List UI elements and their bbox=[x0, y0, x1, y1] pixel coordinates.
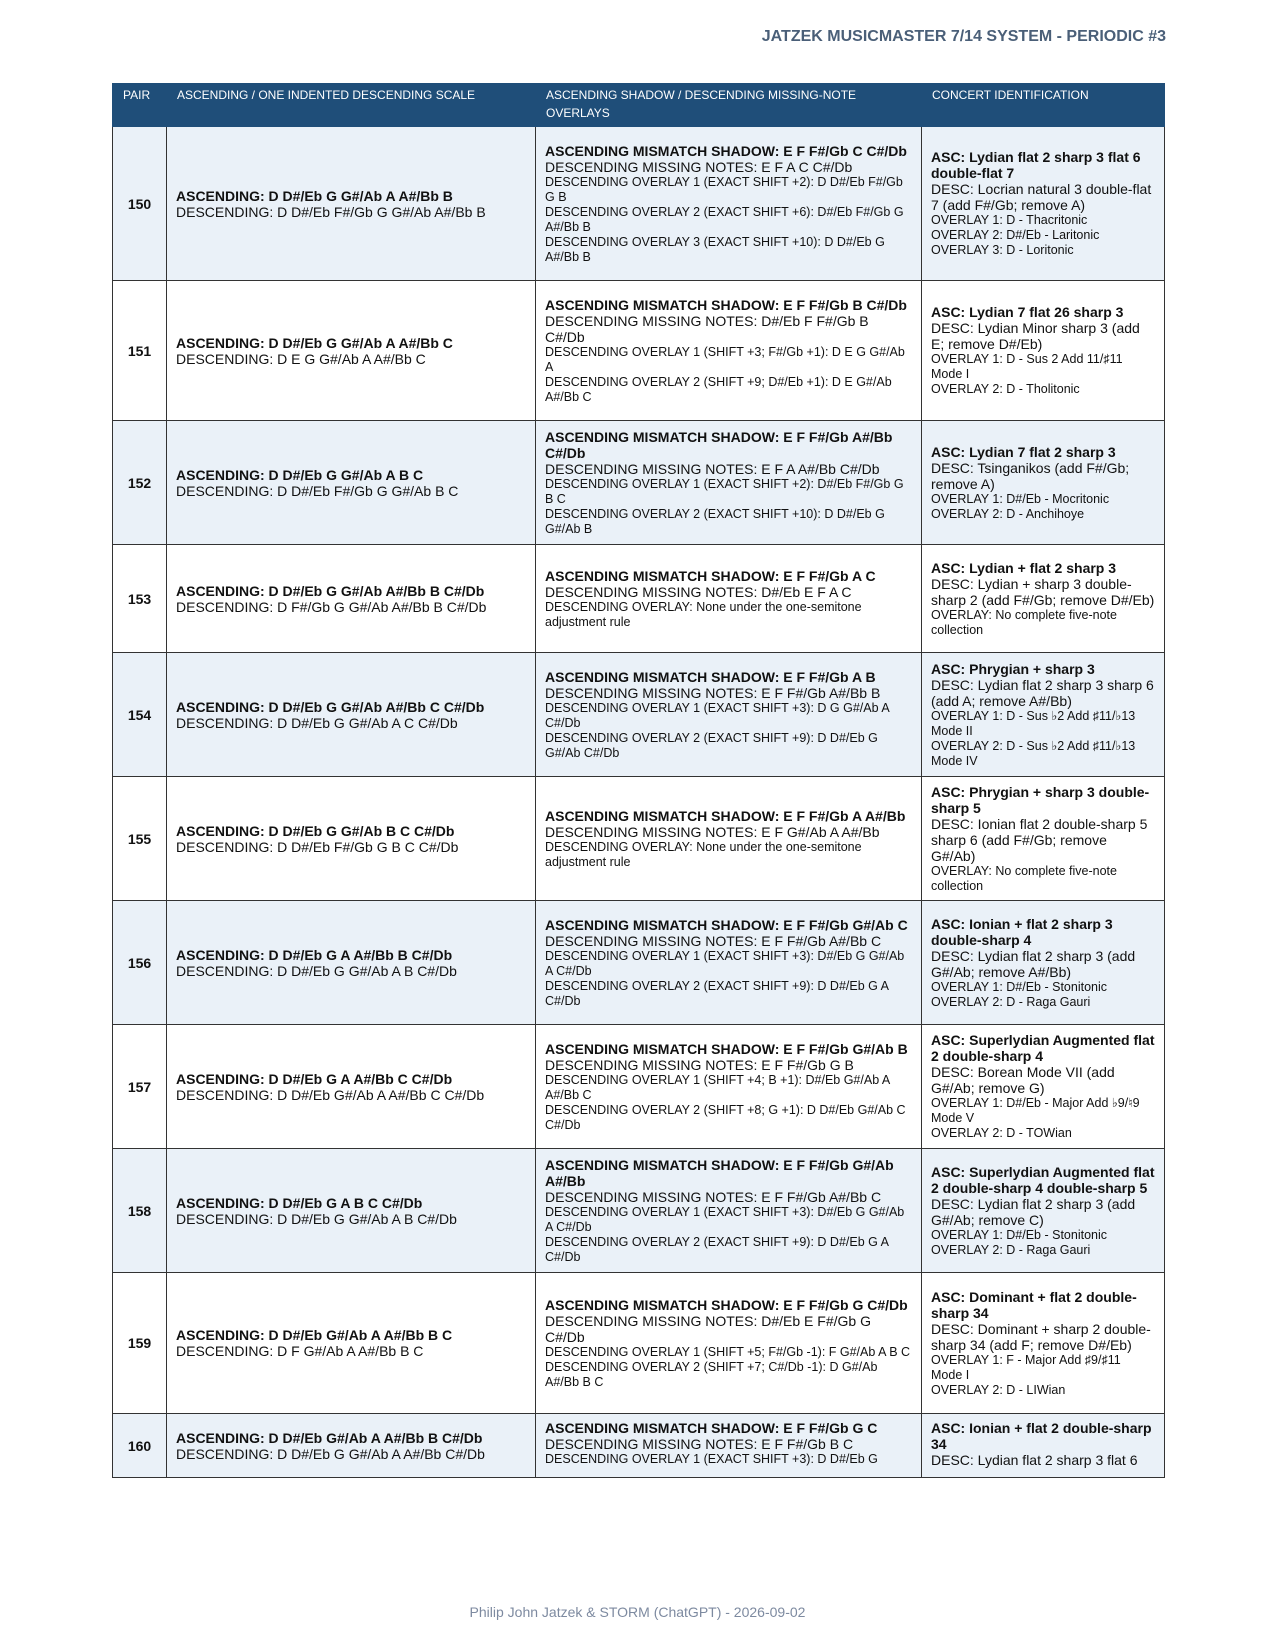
descending-overlay: DESCENDING OVERLAY 1 (EXACT SHIFT +3): D D#/Eb G bbox=[545, 1452, 878, 1466]
descending-scale: DESCENDING: D D#/Eb F#/Gb G G#/Ab B C bbox=[176, 482, 459, 499]
descending-overlay: DESCENDING OVERLAY 2 (EXACT SHIFT +10): D D#/Eb G G#/Ab B bbox=[545, 506, 885, 536]
descending-scale: DESCENDING: D F G#/Ab A A#/Bb B C bbox=[176, 1343, 424, 1359]
overlay-identification: OVERLAY 1: D - Thacritonic bbox=[931, 213, 1088, 227]
descending-scale: DESCENDING: D D#/Eb G G#/Ab A C C#/Db bbox=[176, 714, 458, 731]
descending-overlay: DESCENDING OVERLAY 1 (EXACT SHIFT +3): D#/Eb G G#/Ab A C#/Db bbox=[545, 948, 905, 978]
overlay-identification: OVERLAY 2: D#/Eb - Laritonic bbox=[931, 228, 1100, 242]
shadow-cell bbox=[536, 901, 922, 1025]
descending-overlay: DESCENDING OVERLAY 2 (EXACT SHIFT +9): D D#/Eb G G#/Ab C#/Db bbox=[545, 730, 878, 760]
ascending-identification: ASC: Ionian + flat 2 sharp 3 double-sharp 4 bbox=[931, 915, 1113, 948]
missing-notes: DESCENDING MISSING NOTES: D#/Eb F F#/Gb B C#/Db bbox=[545, 312, 869, 345]
scale-cell bbox=[167, 1025, 536, 1149]
descending-identification: DESC: Locrian natural 3 double-flat 7 (add F#/Gb; remove A) bbox=[931, 181, 1152, 213]
overlay-identification: OVERLAY 1: F - Major Add ♯9/♯11 Mode I bbox=[931, 1352, 1121, 1382]
pair-number: 158 bbox=[113, 1149, 167, 1273]
shadow-cell bbox=[536, 281, 922, 421]
descending-overlay: DESCENDING OVERLAY 1 (SHIFT +3; F#/Gb +1): D E G G#/Ab A bbox=[545, 344, 905, 374]
descending-scale: DESCENDING: D D#/Eb F#/Gb G B C C#/Db bbox=[176, 838, 459, 855]
table-row bbox=[113, 421, 1165, 545]
scale-cell bbox=[167, 901, 536, 1025]
table-row bbox=[113, 1273, 1165, 1414]
overlay-identification: OVERLAY 1: D#/Eb - Major Add ♭9/♮9 Mode V bbox=[931, 1096, 1140, 1125]
shadow-cell bbox=[536, 545, 922, 653]
shadow-cell bbox=[536, 1025, 922, 1149]
scale-cell bbox=[167, 281, 536, 421]
header-shadow: ASCENDING SHADOW / DESCENDING MISSING-NOTE OVERLAYS bbox=[536, 84, 922, 127]
scale-cell bbox=[167, 653, 536, 777]
table-row bbox=[113, 1149, 1165, 1273]
concert-cell bbox=[922, 1149, 1165, 1273]
concert-cell bbox=[922, 1414, 1165, 1478]
ascending-identification: ASC: Phrygian + sharp 3 bbox=[931, 660, 1095, 677]
descending-overlay: DESCENDING OVERLAY 1 (SHIFT +5; F#/Gb -1): F G#/Ab A B C bbox=[545, 1344, 911, 1359]
missing-notes: DESCENDING MISSING NOTES: D#/Eb E F A C bbox=[545, 583, 852, 600]
mismatch-shadow: ASCENDING MISMATCH SHADOW: E F F#/Gb A A#/Bb bbox=[545, 807, 906, 824]
descending-overlay: DESCENDING OVERLAY 1 (EXACT SHIFT +2): D D#/Eb F#/Gb G B bbox=[545, 174, 903, 204]
concert-cell bbox=[922, 1273, 1165, 1414]
overlay-identification: OVERLAY 1: D#/Eb - Stonitonic bbox=[931, 979, 1108, 994]
ascending-identification: ASC: Superlydian Augmented flat 2 double-sharp 4 double-sharp 5 bbox=[931, 1163, 1155, 1196]
descending-overlay: DESCENDING OVERLAY 2 (EXACT SHIFT +6): D#/Eb F#/Gb G A#/Bb B bbox=[545, 204, 904, 234]
overlay-identification: OVERLAY: No complete five-note collection bbox=[931, 863, 1117, 893]
shadow-cell bbox=[536, 777, 922, 901]
overlay-identification: OVERLAY 1: D - Sus 2 Add 11/♯11 Mode I bbox=[931, 352, 1123, 381]
mismatch-shadow: ASCENDING MISMATCH SHADOW: E F F#/Gb G#/Ab A#/Bb bbox=[545, 1156, 894, 1189]
overlay-identification: OVERLAY 2: D - Raga Gauri bbox=[931, 1242, 1091, 1257]
ascending-scale: ASCENDING: D D#/Eb G A A#/Bb C C#/Db bbox=[176, 1070, 453, 1087]
concert-cell bbox=[922, 901, 1165, 1025]
table-row bbox=[113, 901, 1165, 1025]
descending-identification: DESC: Tsinganikos (add F#/Gb; remove A) bbox=[931, 459, 1130, 492]
concert-cell bbox=[922, 777, 1165, 901]
overlay-identification: OVERLAY 2: D - Anchihoye bbox=[931, 506, 1085, 521]
descending-overlay: DESCENDING OVERLAY: None under the one-semitone adjustment rule bbox=[545, 599, 862, 629]
table-row bbox=[113, 653, 1165, 777]
page-title: JATZEK MUSICMASTER 7/14 SYSTEM - PERIODIC #3 bbox=[761, 28, 1166, 45]
overlay-identification: OVERLAY 2: D - Raga Gauri bbox=[931, 994, 1091, 1009]
mismatch-shadow: ASCENDING MISMATCH SHADOW: E F F#/Gb G C#/Db bbox=[545, 1296, 908, 1313]
pair-number: 154 bbox=[113, 653, 167, 777]
ascending-identification: ASC: Lydian 7 flat 2 sharp 3 bbox=[931, 443, 1116, 460]
overlay-identification: OVERLAY: No complete five-note collection bbox=[931, 607, 1117, 637]
pair-number: 153 bbox=[113, 545, 167, 653]
scale-cell bbox=[167, 777, 536, 901]
descending-overlay: DESCENDING OVERLAY 1 (EXACT SHIFT +3): D#/Eb G G#/Ab A C#/Db bbox=[545, 1204, 905, 1234]
mismatch-shadow: ASCENDING MISMATCH SHADOW: E F F#/Gb A B bbox=[545, 668, 876, 685]
table-body bbox=[113, 127, 1165, 1478]
concert-cell bbox=[922, 545, 1165, 653]
mismatch-shadow: ASCENDING MISMATCH SHADOW: E F F#/Gb B C#/Db bbox=[545, 296, 907, 313]
overlay-identification: OVERLAY 2: D - Tholitonic bbox=[931, 382, 1080, 396]
missing-notes: DESCENDING MISSING NOTES: E F F#/Gb A#/Bb B bbox=[545, 684, 881, 701]
pair-number: 150 bbox=[113, 127, 167, 281]
header-concert: CONCERT IDENTIFICATION bbox=[922, 84, 1165, 127]
mismatch-shadow: ASCENDING MISMATCH SHADOW: E F F#/Gb A C bbox=[545, 567, 876, 584]
ascending-scale: ASCENDING: D D#/Eb G#/Ab A A#/Bb B C bbox=[176, 1327, 453, 1343]
pair-number: 156 bbox=[113, 901, 167, 1025]
missing-notes: DESCENDING MISSING NOTES: E F G#/Ab A A#/Bb bbox=[545, 823, 880, 840]
descending-overlay: DESCENDING OVERLAY 1 (SHIFT +4; B +1): D#/Eb G#/Ab A A#/Bb C bbox=[545, 1072, 890, 1102]
descending-overlay: DESCENDING OVERLAY 2 (EXACT SHIFT +9): D D#/Eb G A C#/Db bbox=[545, 1234, 889, 1264]
ascending-scale: ASCENDING: D D#/Eb G#/Ab A A#/Bb B C#/Db bbox=[176, 1429, 483, 1446]
descending-overlay: DESCENDING OVERLAY 3 (EXACT SHIFT +10): D D#/Eb G A#/Bb B bbox=[545, 234, 885, 264]
scale-table bbox=[112, 83, 1165, 1478]
shadow-cell bbox=[536, 1149, 922, 1273]
table-row bbox=[113, 1414, 1165, 1478]
mismatch-shadow: ASCENDING MISMATCH SHADOW: E F F#/Gb G C bbox=[545, 1420, 878, 1436]
descending-scale: DESCENDING: D D#/Eb G G#/Ab A A#/Bb C#/Db bbox=[176, 1445, 485, 1462]
descending-identification: DESC: Dominant + sharp 2 double-sharp 34 (add F; remove D#/Eb) bbox=[931, 1320, 1151, 1353]
descending-identification: DESC: Lydian Minor sharp 3 (add E; remove D#/Eb) bbox=[931, 320, 1140, 352]
table-row bbox=[113, 777, 1165, 901]
ascending-identification: ASC: Dominant + flat 2 double-sharp 34 bbox=[931, 1288, 1137, 1321]
header-pair: PAIR bbox=[113, 84, 167, 127]
overlay-identification: OVERLAY 2: D - LIWian bbox=[931, 1382, 1066, 1397]
descending-scale: DESCENDING: D D#/Eb G G#/Ab A B C#/Db bbox=[176, 962, 457, 979]
ascending-scale: ASCENDING: D D#/Eb G G#/Ab A B C bbox=[176, 466, 424, 483]
descending-scale: DESCENDING: D D#/Eb G#/Ab A A#/Bb C C#/Db bbox=[176, 1086, 485, 1103]
mismatch-shadow: ASCENDING MISMATCH SHADOW: E F F#/Gb A#/Bb C#/Db bbox=[545, 428, 893, 461]
concert-cell bbox=[922, 281, 1165, 421]
missing-notes: DESCENDING MISSING NOTES: E F F#/Gb A#/Bb C bbox=[545, 932, 882, 949]
overlay-identification: OVERLAY 1: D#/Eb - Mocritonic bbox=[931, 491, 1110, 506]
descending-overlay: DESCENDING OVERLAY 1 (EXACT SHIFT +3): D G G#/Ab A C#/Db bbox=[545, 700, 889, 730]
table-row bbox=[113, 127, 1165, 281]
overlay-identification: OVERLAY 1: D - Sus ♭2 Add ♯11/♭13 Mode II bbox=[931, 708, 1136, 738]
concert-cell bbox=[922, 1025, 1165, 1149]
ascending-identification: ASC: Phrygian + sharp 3 double-sharp 5 bbox=[931, 783, 1150, 816]
shadow-cell bbox=[536, 127, 922, 281]
table-header-row bbox=[113, 84, 1165, 127]
pair-number: 155 bbox=[113, 777, 167, 901]
scale-cell bbox=[167, 1414, 536, 1478]
missing-notes: DESCENDING MISSING NOTES: E F F#/Gb B C bbox=[545, 1436, 854, 1452]
ascending-scale: ASCENDING: D D#/Eb G A A#/Bb B C#/Db bbox=[176, 946, 453, 963]
descending-overlay: DESCENDING OVERLAY 2 (SHIFT +8; G +1): D D#/Eb G#/Ab C C#/Db bbox=[545, 1102, 906, 1132]
missing-notes: DESCENDING MISSING NOTES: E F F#/Gb G B bbox=[545, 1056, 854, 1073]
pair-number: 157 bbox=[113, 1025, 167, 1149]
ascending-scale: ASCENDING: D D#/Eb G G#/Ab A A#/Bb C bbox=[176, 334, 453, 351]
missing-notes: DESCENDING MISSING NOTES: E F F#/Gb A#/Bb C bbox=[545, 1188, 882, 1205]
table-row bbox=[113, 1025, 1165, 1149]
concert-cell bbox=[922, 653, 1165, 777]
table-row bbox=[113, 281, 1165, 421]
mismatch-shadow: ASCENDING MISMATCH SHADOW: E F F#/Gb C C#/Db bbox=[545, 142, 907, 159]
pair-number: 151 bbox=[113, 281, 167, 421]
missing-notes: DESCENDING MISSING NOTES: D#/Eb E F#/Gb G C#/Db bbox=[545, 1312, 871, 1345]
descending-identification: DESC: Lydian flat 2 sharp 3 sharp 6 (add A; remove A#/Bb) bbox=[931, 676, 1154, 709]
pair-number: 152 bbox=[113, 421, 167, 545]
pair-number: 159 bbox=[113, 1273, 167, 1414]
scale-cell bbox=[167, 1273, 536, 1414]
overlay-identification: OVERLAY 1: D#/Eb - Stonitonic bbox=[931, 1227, 1108, 1242]
descending-scale: DESCENDING: D D#/Eb G G#/Ab A B C#/Db bbox=[176, 1210, 457, 1227]
shadow-cell bbox=[536, 1414, 922, 1478]
overlay-identification: OVERLAY 2: D - TOWian bbox=[931, 1126, 1072, 1140]
scale-cell bbox=[167, 1149, 536, 1273]
descending-scale: DESCENDING: D E G G#/Ab A A#/Bb C bbox=[176, 350, 426, 367]
footer-credit: Philip John Jatzek & STORM (ChatGPT) - 2026-09-02 bbox=[469, 1604, 806, 1620]
missing-notes: DESCENDING MISSING NOTES: E F A C C#/Db bbox=[545, 158, 853, 175]
shadow-cell bbox=[536, 653, 922, 777]
descending-scale: DESCENDING: D F#/Gb G G#/Ab A#/Bb B C#/Db bbox=[176, 598, 487, 615]
ascending-identification: ASC: Superlydian Augmented flat 2 double-sharp 4 bbox=[931, 1032, 1155, 1064]
descending-overlay: DESCENDING OVERLAY 1 (EXACT SHIFT +2): D#/Eb F#/Gb G B C bbox=[545, 476, 904, 506]
ascending-scale: ASCENDING: D D#/Eb G G#/Ab A A#/Bb B bbox=[176, 187, 453, 204]
ascending-identification: ASC: Lydian 7 flat 26 sharp 3 bbox=[931, 304, 1124, 320]
descending-scale: DESCENDING: D D#/Eb F#/Gb G G#/Ab A#/Bb B bbox=[176, 203, 486, 220]
ascending-identification: ASC: Lydian + flat 2 sharp 3 bbox=[931, 559, 1117, 576]
descending-overlay: DESCENDING OVERLAY 2 (SHIFT +9; D#/Eb +1): D E G#/Ab A#/Bb C bbox=[545, 374, 892, 404]
descending-identification: DESC: Ionian flat 2 double-sharp 5 sharp 6 (add F#/Gb; remove G#/Ab) bbox=[931, 815, 1148, 864]
ascending-scale: ASCENDING: D D#/Eb G G#/Ab A#/Bb C C#/Db bbox=[176, 698, 485, 715]
scale-cell bbox=[167, 545, 536, 653]
mismatch-shadow: ASCENDING MISMATCH SHADOW: E F F#/Gb G#/Ab C bbox=[545, 916, 908, 933]
overlay-identification: OVERLAY 2: D - Sus ♭2 Add ♯11/♭13 Mode IV bbox=[931, 738, 1136, 768]
overlay-identification: OVERLAY 3: D - Loritonic bbox=[931, 243, 1074, 257]
descending-identification: DESC: Lydian flat 2 sharp 3 flat 6 bbox=[931, 1452, 1138, 1468]
table-row bbox=[113, 545, 1165, 653]
ascending-identification: ASC: Lydian flat 2 sharp 3 flat 6 double-flat 7 bbox=[931, 149, 1141, 181]
missing-notes: DESCENDING MISSING NOTES: E F A A#/Bb C#/Db bbox=[545, 460, 880, 477]
descending-overlay: DESCENDING OVERLAY 2 (SHIFT +7; C#/Db -1): D G#/Ab A#/Bb B C bbox=[545, 1359, 878, 1389]
ascending-identification: ASC: Ionian + flat 2 double-sharp 34 bbox=[931, 1420, 1152, 1452]
header-scale: ASCENDING / ONE INDENTED DESCENDING SCALE bbox=[167, 84, 536, 127]
pair-number: 160 bbox=[113, 1414, 167, 1478]
scale-cell bbox=[167, 421, 536, 545]
concert-cell bbox=[922, 127, 1165, 281]
descending-identification: DESC: Lydian flat 2 sharp 3 (add G#/Ab; remove C) bbox=[931, 1195, 1136, 1228]
descending-overlay: DESCENDING OVERLAY 2 (EXACT SHIFT +9): D D#/Eb G A C#/Db bbox=[545, 978, 889, 1008]
ascending-scale: ASCENDING: D D#/Eb G A B C C#/Db bbox=[176, 1194, 423, 1211]
ascending-scale: ASCENDING: D D#/Eb G G#/Ab B C C#/Db bbox=[176, 822, 455, 839]
shadow-cell bbox=[536, 421, 922, 545]
shadow-cell bbox=[536, 1273, 922, 1414]
descending-identification: DESC: Lydian flat 2 sharp 3 (add G#/Ab; remove A#/Bb) bbox=[931, 947, 1136, 980]
mismatch-shadow: ASCENDING MISMATCH SHADOW: E F F#/Gb G#/Ab B bbox=[545, 1040, 908, 1057]
descending-identification: DESC: Borean Mode VII (add G#/Ab; remove G) bbox=[931, 1064, 1115, 1096]
concert-cell bbox=[922, 421, 1165, 545]
descending-identification: DESC: Lydian + sharp 3 double-sharp 2 (add F#/Gb; remove D#/Eb) bbox=[931, 575, 1155, 608]
ascending-scale: ASCENDING: D D#/Eb G G#/Ab A#/Bb B C#/Db bbox=[176, 582, 485, 599]
scale-cell bbox=[167, 127, 536, 281]
descending-overlay: DESCENDING OVERLAY: None under the one-semitone adjustment rule bbox=[545, 839, 862, 869]
